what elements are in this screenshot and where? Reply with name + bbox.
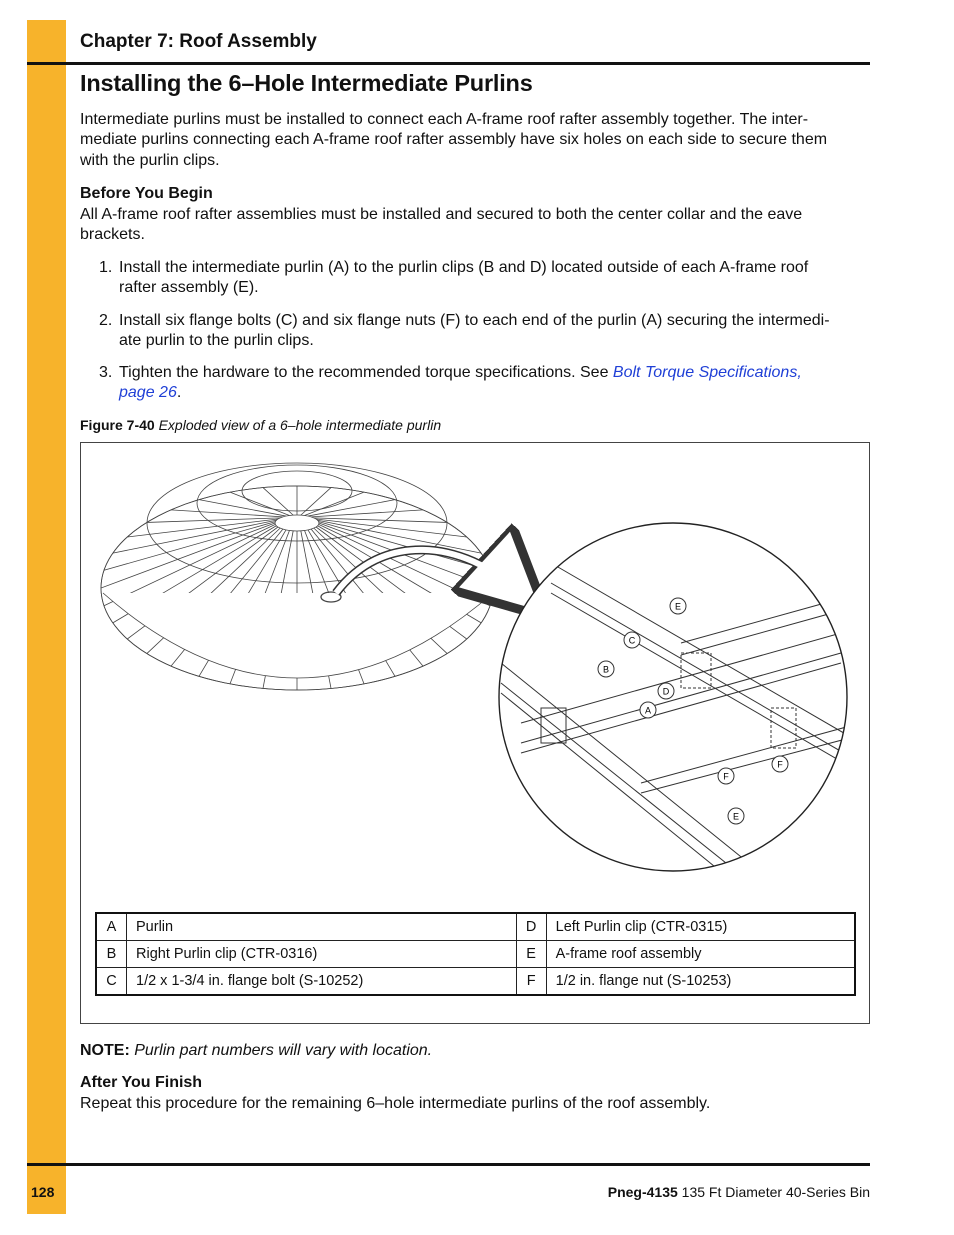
callout-label: D [662,686,670,697]
intro-line-3: with the purlin clips. [80,151,220,169]
chapter-heading: Chapter 7: Roof Assembly [80,31,317,52]
table-row [96,968,855,996]
step-1-line-2: rafter assembly (E). [119,279,259,297]
intro-line-1: Intermediate purlins must be installed to connect each A-frame roof rafter assembly together. The inter- [80,111,809,128]
callout-label: C [628,635,636,646]
purlin-exploded-diagram [81,443,869,913]
after-paragraph: Repeat this procedure for the remaining 6–hole intermediate purlins of the roof assembly. [80,1095,711,1112]
parts-table [95,912,856,996]
figure-caption [80,417,441,433]
figure-caption-text: Exploded view of a 6–hole intermediate purlin [158,417,442,433]
part-key: B [96,941,127,968]
callout-label: F [723,771,729,782]
page-number: 128 [31,1184,55,1200]
torque-spec-link[interactable]: Bolt Torque Specifications, [612,364,802,381]
footer-rule [27,1163,870,1166]
part-key: F [516,968,546,996]
part-key: D [516,913,546,941]
step-3-end: . [176,384,182,402]
doc-title: 135 Ft Diameter 40-Series Bin [677,1184,870,1200]
intro-paragraph [80,110,870,171]
after-heading: After You Finish [80,1074,203,1091]
step-1-line-1: Install the intermediate purlin (A) to the purlin clips (B and D) located outside of each A-frame roof [119,259,809,276]
part-key: C [96,968,127,996]
note [80,1041,870,1061]
note-text: Purlin part numbers will vary with location. [134,1042,433,1059]
intro-line-2: mediate purlins connecting each A-frame roof rafter assembly have six holes on each side to secure them [80,131,828,149]
part-key: A [96,913,127,941]
step-2-line-1: Install six flange bolts (C) and six flange nuts (F) to each end of the purlin (A) securing the intermedi- [119,312,830,329]
part-key: E [516,941,546,968]
callout-label: B [602,664,610,675]
callout-label: A [644,705,652,716]
part-desc: 1/2 x 1-3/4 in. flange bolt (S-10252) [127,968,517,996]
callout-label: E [674,601,682,612]
step-number: 3. [99,364,113,381]
figure-box [80,442,870,1024]
step-3-text: Tighten the hardware to the recommended torque specifications. See [119,364,613,381]
chapter-side-bar [27,20,66,1214]
note-label: NOTE: [80,1042,130,1059]
header-rule [27,62,870,65]
step-2-line-2: ate purlin to the purlin clips. [119,332,314,350]
part-desc: A-frame roof assembly [546,941,855,968]
step-number: 2. [99,312,113,329]
table-row [96,941,855,968]
before-line-2: brackets. [80,226,145,244]
part-desc: 1/2 in. flange nut (S-10253) [546,968,855,996]
before-heading: Before You Begin [80,185,213,202]
before-paragraph [80,205,870,246]
callout-label: F [777,759,783,770]
footer-document [608,1184,870,1200]
part-desc: Purlin [127,913,517,941]
dome-roof-icon [101,463,493,690]
part-desc: Left Purlin clip (CTR-0315) [546,913,855,941]
zoom-detail-circle [491,523,861,888]
before-line-1: All A-frame roof rafter assemblies must be installed and secured to both the center collar and the eave [80,206,803,223]
doc-id: Pneg-4135 [607,1184,678,1200]
callout-label: E [732,811,740,822]
page-title: Installing the 6–Hole Intermediate Purlins [80,70,533,96]
part-desc: Right Purlin clip (CTR-0316) [127,941,517,968]
torque-spec-page-link[interactable]: page 26 [119,384,177,402]
table-row [96,913,855,941]
step-number: 1. [99,259,113,276]
figure-label: Figure 7-40 [80,417,155,433]
